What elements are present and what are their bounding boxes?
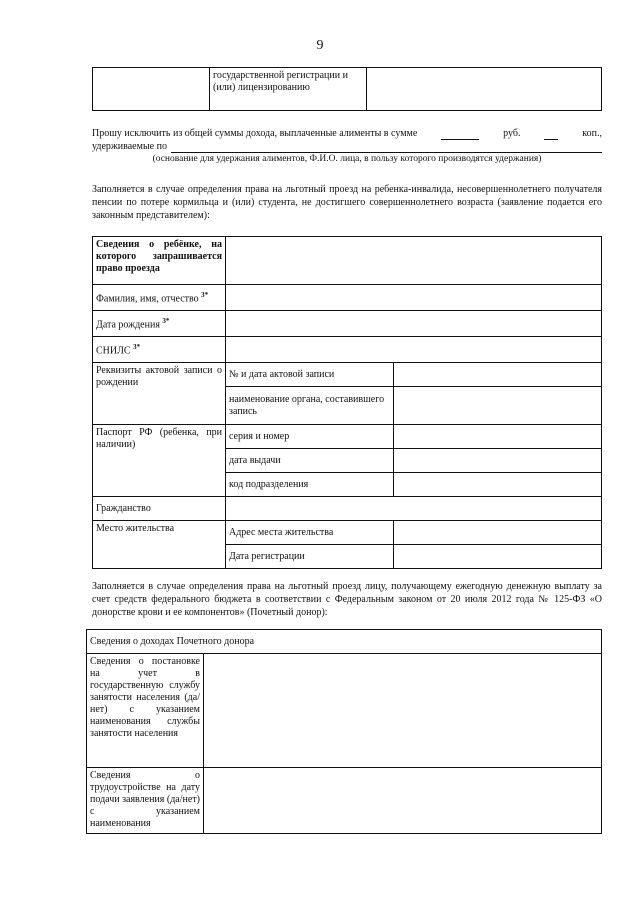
snils-field[interactable] (226, 337, 602, 363)
alimony-sum-field[interactable] (441, 129, 479, 140)
top-partial-table (92, 67, 602, 111)
fio-label: Фамилия, имя, отчество $^{3*}$ (93, 285, 226, 311)
donor-info-table (86, 629, 602, 834)
alimony-basis-field[interactable] (171, 142, 602, 153)
birth-date-field[interactable] (226, 311, 602, 337)
fio-field[interactable] (226, 285, 602, 311)
job-field[interactable] (204, 768, 602, 834)
passport-issue-date-field[interactable] (394, 449, 602, 473)
passport-series-label: серия и номер (226, 425, 394, 449)
alimony-line2: удерживаемые по (92, 141, 167, 152)
child-header-value[interactable] (226, 237, 602, 285)
reg-date-label: Дата регистрации (226, 545, 394, 569)
employment-service-label: Сведения о постановке на учет в государственную службу занятости населения (да/нет) с указанием наименования службы занятости населения (87, 654, 204, 768)
passport-dept-code-label: код подразделения (226, 473, 394, 497)
page-number: 9 (316, 38, 324, 53)
alimony-kop-label: коп., (582, 128, 602, 139)
top-table-text-cell: государственной регистрации и (или) лицензированию (210, 68, 367, 111)
child-info-table (92, 236, 602, 569)
passport-label: Паспорт РФ (ребенка, при наличии) (93, 425, 226, 497)
job-label: Сведения о трудоустройстве на дату подачи заявления (да/нет) с указанием наименования (87, 768, 204, 834)
alimony-note: (основание для удержания алиментов, Ф.И.О. лица, в пользу которого производятся удержания) (152, 154, 542, 164)
address-field[interactable] (394, 521, 602, 545)
alimony-kop-field[interactable] (544, 129, 558, 140)
top-table-value-cell[interactable] (367, 68, 602, 111)
passport-series-field[interactable] (394, 425, 602, 449)
passport-issue-date-label: дата выдачи (226, 449, 394, 473)
child-intro: Заполняется в случае определения права на льготный проезд на ребенка-инвалида, несовершеннолетнего получателя пенсии по потере кормильца и (или) студента, не достигшего совершеннолетнего возраста (заявление подается его законным представителем): (92, 184, 602, 221)
reg-date-field[interactable] (394, 545, 602, 569)
residence-label: Место жительства (93, 521, 226, 569)
snils-label: СНИЛС $^{3*}$ (93, 337, 226, 363)
record-number-field[interactable] (394, 363, 602, 387)
top-table-empty-cell[interactable] (93, 68, 210, 111)
record-org-field[interactable] (394, 387, 602, 425)
citizenship-field[interactable] (226, 497, 602, 521)
record-number-label: № и дата актовой записи (226, 363, 394, 387)
alimony-line1: Прошу исключить из общей суммы дохода, выплаченные алименты в сумме (92, 128, 418, 139)
record-org-label: наименование органа, составившего запись (226, 387, 394, 425)
birth-date-label: Дата рождения $^{3*}$ (93, 311, 226, 337)
alimony-rub-label: руб. (503, 128, 521, 139)
birth-record-label: Реквизиты актовой записи о рождении (93, 363, 226, 425)
child-header: Сведения о ребёнке, на которого запрашивается право проезда (93, 237, 226, 285)
donor-header: Сведения о доходах Почетного донора (87, 630, 602, 654)
alimony-paragraph (92, 127, 602, 166)
citizenship-label: Гражданство (93, 497, 226, 521)
passport-dept-code-field[interactable] (394, 473, 602, 497)
address-label: Адрес места жительства (226, 521, 394, 545)
employment-service-field[interactable] (204, 654, 602, 768)
donor-intro: Заполняется в случае определения права на льготный проезд лицу, получающему ежегодную денежную выплату за счет средств федерального бюджета в соответствии с Федеральным законом от 20 июля 2012 года № 125-ФЗ «О донорстве крови и ее компонентов» (Почетный донор): (92, 581, 602, 618)
